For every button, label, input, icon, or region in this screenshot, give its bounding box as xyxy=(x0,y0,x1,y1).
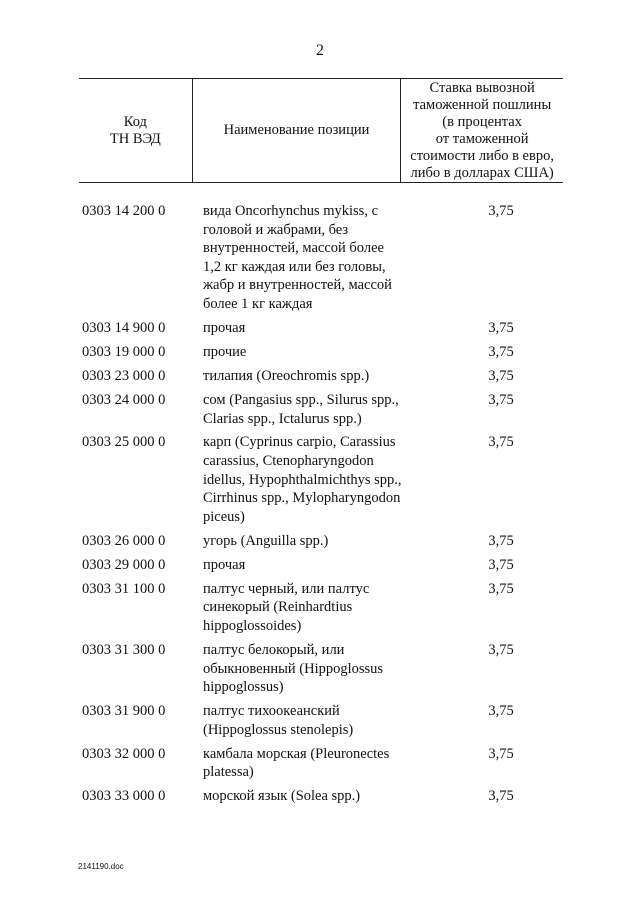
row-rate: 3,75 xyxy=(488,641,514,658)
table-row xyxy=(79,319,563,338)
row-code: 0303 32 000 0 xyxy=(82,745,166,762)
table-row xyxy=(79,702,563,739)
row-rate: 3,75 xyxy=(488,703,514,720)
row-code: 0303 14 900 0 xyxy=(82,319,166,336)
header-rate-line: стоимости либо в евро, xyxy=(410,147,554,164)
row-code: 0303 25 000 0 xyxy=(82,434,166,451)
row-rate: 3,75 xyxy=(488,745,514,762)
row-name: карп (Cyprinus carpio, Carassius carassius, Ctenopharyngodon idellus, Hypophthalmichthys spp., Cirrhinus spp., Mylopharyngodon piceus) xyxy=(203,434,402,525)
row-name: угорь (Anguilla spp.) xyxy=(203,532,329,549)
table-row xyxy=(79,433,563,526)
header-rate-line: (в процентах xyxy=(442,113,522,130)
page-number: 2 xyxy=(316,42,324,59)
row-code: 0303 31 300 0 xyxy=(82,641,166,658)
row-code: 0303 31 100 0 xyxy=(82,580,166,597)
row-name: палтус черный, или палтус синекорый (Reinhardtius hippoglossoides) xyxy=(203,580,370,634)
table-row xyxy=(79,580,563,636)
header-rate xyxy=(401,79,563,183)
row-rate: 3,75 xyxy=(488,556,514,573)
table-header xyxy=(79,78,563,183)
row-name: палтус белокорый, или обыкновенный (Hippoglossus hippoglossus) xyxy=(203,641,384,696)
row-name: прочие xyxy=(203,343,247,360)
header-rate-line: от таможенной xyxy=(435,130,529,147)
row-code: 0303 33 000 0 xyxy=(82,788,166,805)
row-code: 0303 23 000 0 xyxy=(82,367,166,384)
row-name: тилапия (Oreochromis spp.) xyxy=(203,367,370,384)
row-name: прочая xyxy=(203,556,246,573)
table-row xyxy=(79,202,563,314)
header-code xyxy=(79,79,192,183)
row-code: 0303 29 000 0 xyxy=(82,556,166,573)
row-name: палтус тихоокеанский (Hippoglossus stenolepis) xyxy=(203,703,354,738)
header-rate-line: таможенной пошлины xyxy=(413,96,552,113)
table-row xyxy=(79,787,563,806)
row-name: прочая xyxy=(203,319,246,336)
table-row xyxy=(79,641,563,697)
row-rate: 3,75 xyxy=(488,580,514,597)
table-row xyxy=(79,745,563,782)
row-code: 0303 14 200 0 xyxy=(82,203,166,219)
header-name: Наименование позиции xyxy=(192,79,401,183)
table-row xyxy=(79,367,563,386)
header-rate-line: Ставка вывозной xyxy=(429,79,535,96)
header-code-line1: Код xyxy=(123,113,147,130)
row-name: вида Oncorhynchus mykiss, с головой и жабрами, без внутренностей, массой более 1,2 кг каждая или без головы, жабр и внутренностей, массой более 1 кг каждая xyxy=(203,203,392,312)
row-rate: 3,75 xyxy=(488,203,514,219)
table-row xyxy=(79,391,563,428)
row-code: 0303 24 000 0 xyxy=(82,391,166,408)
row-rate: 3,75 xyxy=(488,367,514,384)
row-rate: 3,75 xyxy=(488,391,514,408)
row-name: морской язык (Solea spp.) xyxy=(203,788,361,805)
header-code-line2: ТН ВЭД xyxy=(109,130,161,147)
row-rate: 3,75 xyxy=(488,319,514,336)
row-rate: 3,75 xyxy=(488,434,514,451)
row-code: 0303 26 000 0 xyxy=(82,532,166,549)
footer-filename: 2141190.doc xyxy=(78,862,124,871)
table-row xyxy=(79,532,563,551)
header-rate-line: либо в долларах США) xyxy=(410,164,554,181)
row-rate: 3,75 xyxy=(488,532,514,549)
row-code: 0303 19 000 0 xyxy=(82,343,166,360)
row-rate: 3,75 xyxy=(488,788,514,805)
row-code: 0303 31 900 0 xyxy=(82,703,166,720)
row-name: сом (Pangasius spp., Silurus spp., Clarias spp., Ictalurus spp.) xyxy=(203,391,399,427)
row-name: камбала морская (Pleuronectes platessa) xyxy=(203,745,390,781)
table-row xyxy=(79,556,563,575)
table-row xyxy=(79,343,563,362)
row-rate: 3,75 xyxy=(488,343,514,360)
table-body xyxy=(79,202,563,811)
